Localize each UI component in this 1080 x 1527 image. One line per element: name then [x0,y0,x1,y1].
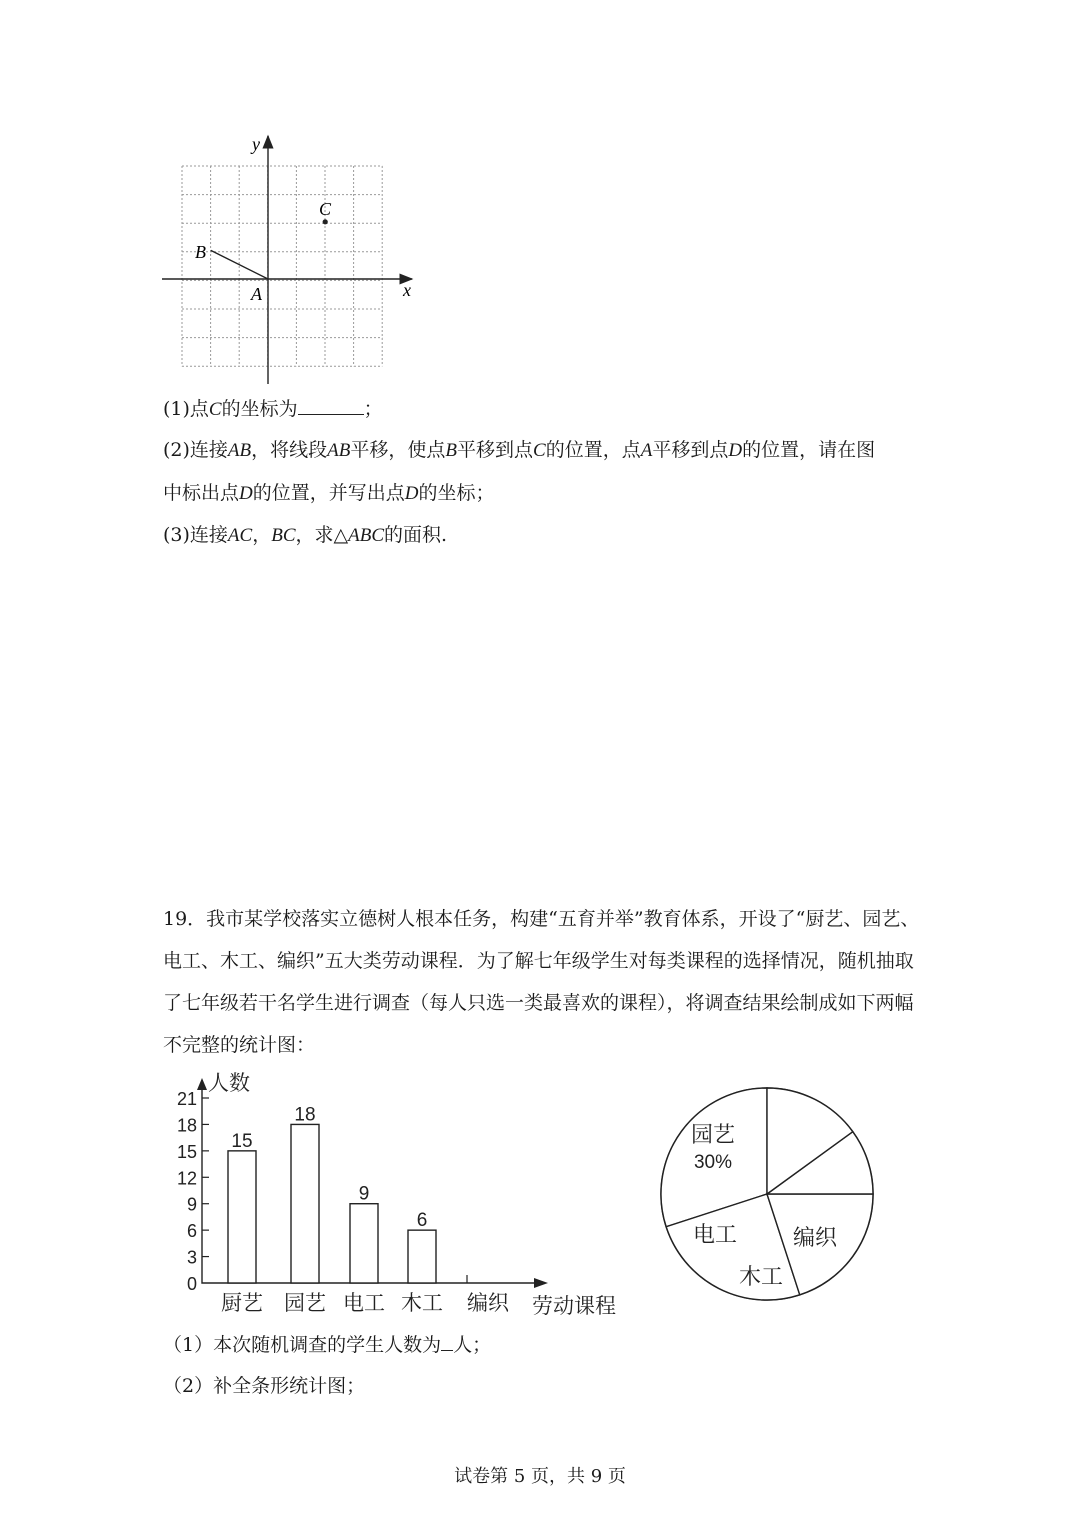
bar [408,1230,436,1283]
x-axis-arrow [534,1278,548,1288]
y-tick-label: 3 [186,1247,197,1268]
page-footer: 试卷第 5 页，共 9 页 [454,1466,626,1487]
q18-part2-line1: (2)连接AB，将线段AB平移，使点B平移到点C的位置，点A平移到点D的位置，请在图 [163,439,876,461]
grid-lines [182,166,382,366]
q19-part1: （1）本次随机调查的学生人数为 人； [163,1334,492,1356]
q18-part1: (1)点C的坐标为 ； [163,398,383,420]
point-a-label: A [251,284,262,304]
answer-blank[interactable] [298,396,364,415]
bar-value-label: 18 [294,1104,316,1126]
point-b-label: B [195,242,206,262]
bar [291,1124,319,1283]
coordinate-grid-figure [150,128,430,390]
q19-stem-line3: 了七年级若干名学生进行调查（每人只选一类最喜欢的课程），将调查结果绘制成如下两幅 [163,992,914,1014]
y-axis-label: y [252,134,260,154]
pie-slice-label: 电工 [692,1222,738,1247]
y-tick-label: 9 [186,1194,197,1215]
category-label: 编织 [467,1292,509,1315]
q18-part2-line2: 中标出点D的位置，并写出点D的坐标； [163,482,495,504]
q19-part2: （2）补全条形统计图； [163,1375,366,1397]
x-axis-label: x [403,280,411,300]
y-tick-label: 12 [176,1168,197,1189]
q19-stem-line1: 19．我市某学校落实立德树人根本任务，构建“五育并举”教育体系，开设了“厨艺、园艺、 [163,908,920,930]
point-c-label: C [319,199,332,219]
bar [350,1204,378,1283]
pie-slice-label: 园艺 [690,1122,736,1147]
y-tick-label: 21 [176,1089,197,1109]
category-label: 木工 [401,1292,443,1315]
answer-blank[interactable] [441,1332,453,1351]
pie-slice-percent: 30% [693,1152,733,1173]
y-axis-label: 人数 [208,1072,250,1095]
y-tick-label: 0 [186,1274,197,1294]
pie-slice-label: 编织 [792,1225,838,1250]
x-axis-label: 劳动课程 [532,1295,616,1318]
pie-chart [655,1080,885,1310]
pie-slice-label: 木工 [738,1264,784,1289]
y-axis-arrow [197,1078,207,1090]
category-label: 厨艺 [221,1292,263,1315]
bar-value-label: 9 [358,1183,370,1205]
q18-part3: (3)连接AC，BC，求△ABC的面积. [163,524,448,546]
category-label: 园艺 [284,1292,326,1315]
q19-stem-line2: 电工、木工、编织”五大类劳动课程．为了解七年级学生对每类课程的选择情况，随机抽取 [163,950,914,972]
q19-stem-line4: 不完整的统计图： [163,1034,316,1056]
y-tick-label: 6 [186,1221,197,1242]
bar-value-label: 15 [231,1130,253,1152]
y-tick-label: 15 [176,1141,197,1162]
category-label: 电工 [343,1292,385,1315]
bar-value-label: 6 [416,1210,428,1232]
y-tick-label: 18 [176,1115,197,1136]
bar-chart [170,1068,630,1318]
bar [228,1151,256,1283]
point-c-dot [323,219,328,224]
